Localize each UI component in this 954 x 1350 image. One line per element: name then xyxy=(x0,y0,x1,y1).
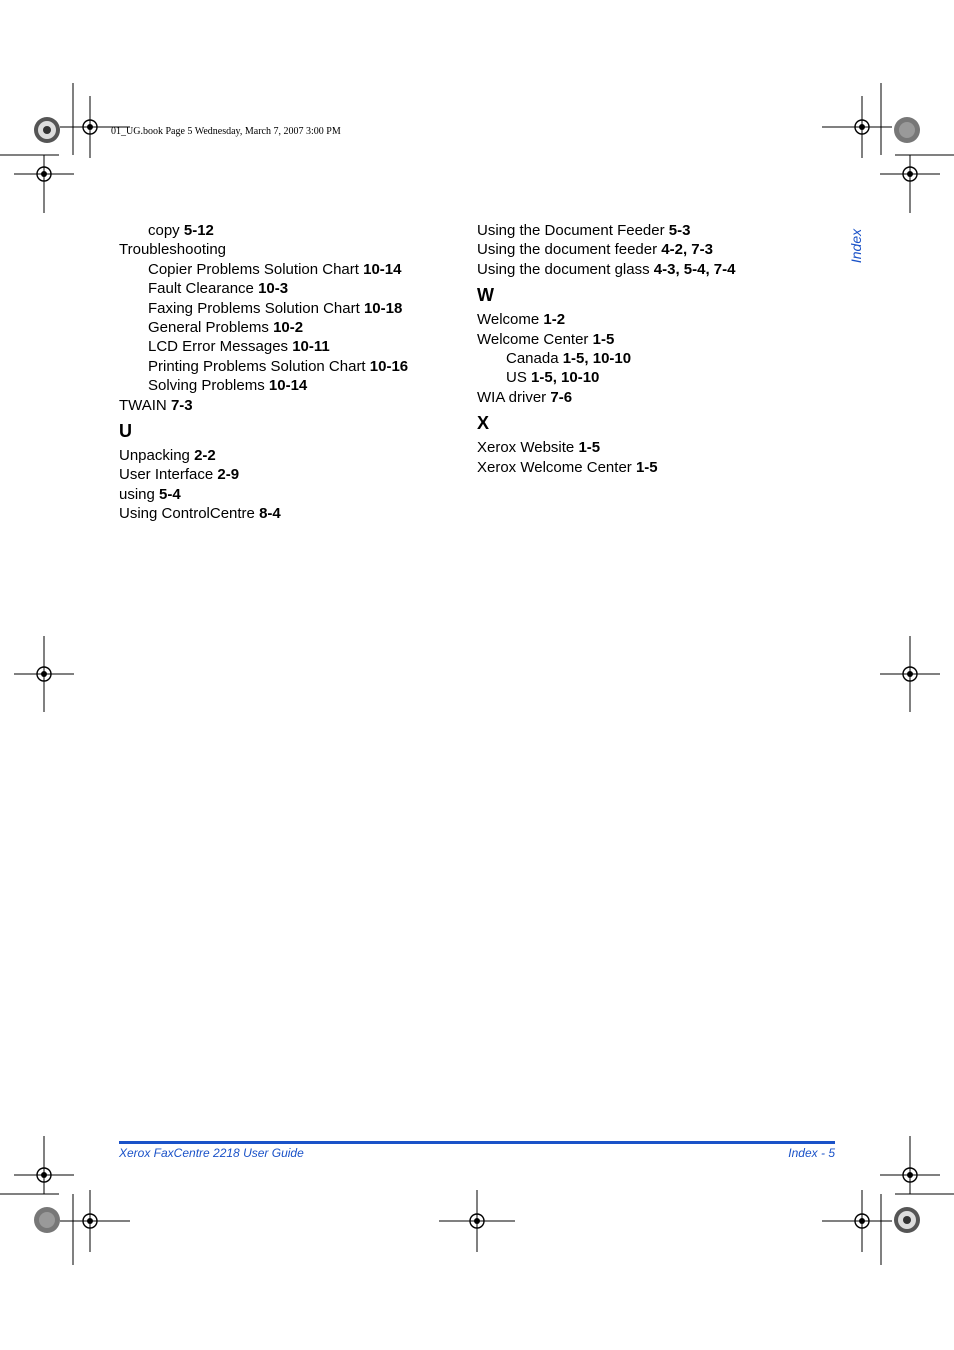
index-term: WIA driver xyxy=(477,388,547,406)
index-page-refs[interactable]: 7-3 xyxy=(170,396,193,414)
index-term: Copier Problems Solution Chart xyxy=(148,260,359,278)
index-page-refs[interactable]: 10-14 xyxy=(268,377,308,395)
index-page-refs[interactable]: 10-3 xyxy=(258,280,289,298)
index-column-left xyxy=(119,221,459,523)
index-term: Using the document feeder xyxy=(477,241,658,259)
index-term: LCD Error Messages xyxy=(148,338,289,356)
index-entry xyxy=(477,221,817,240)
index-term: copy xyxy=(148,222,180,239)
index-page-refs[interactable]: 10-14 xyxy=(363,260,402,278)
index-letter-heading: X xyxy=(477,413,490,434)
side-tab-index xyxy=(846,226,866,266)
index-page-refs[interactable]: 5-12 xyxy=(183,222,214,239)
index-entry xyxy=(119,485,459,504)
index-term: Fault Clearance xyxy=(148,280,254,298)
index-entry xyxy=(477,388,817,407)
index-term: Faxing Problems Solution Chart xyxy=(148,299,360,317)
index-entry xyxy=(119,446,459,465)
index-subentry xyxy=(119,221,459,240)
index-term: Welcome xyxy=(477,311,540,329)
index-page-refs[interactable]: 1-5, 10-10 xyxy=(562,349,632,367)
index-entry xyxy=(477,438,817,457)
print-slug: 01_UG.book Page 5 Wednesday, March 7, 2007 3:00 PM xyxy=(111,126,341,137)
index-term: Printing Problems Solution Chart xyxy=(148,357,366,375)
index-page-refs[interactable]: 5-4 xyxy=(159,485,181,503)
footer-book-title: Xerox FaxCentre 2218 User Guide xyxy=(119,1146,304,1160)
index-page-refs[interactable]: 7-6 xyxy=(550,388,573,406)
index-entry xyxy=(477,310,817,329)
index-subentry xyxy=(119,299,459,318)
index-entry xyxy=(477,330,817,349)
index-term: Canada xyxy=(506,349,559,367)
index-term: Welcome Center xyxy=(477,330,589,348)
index-page-refs[interactable]: 10-18 xyxy=(363,299,403,317)
index-subentry xyxy=(119,357,459,376)
index-term: User Interface xyxy=(119,466,214,484)
index-entry xyxy=(119,504,459,523)
index-page-refs[interactable]: 1-2 xyxy=(543,311,566,329)
index-term: TWAIN xyxy=(119,396,167,414)
index-page-refs[interactable]: 10-2 xyxy=(273,318,304,336)
footer-rule xyxy=(119,1141,835,1144)
index-subentry xyxy=(119,279,459,298)
index-subentry xyxy=(119,337,459,356)
index-subentry xyxy=(477,349,817,368)
index-page-refs[interactable]: 1-5, 10-10 xyxy=(531,369,600,387)
index-entry xyxy=(477,240,817,259)
index-term: Xerox Welcome Center xyxy=(477,458,632,476)
index-page-refs[interactable]: 2-9 xyxy=(217,466,240,484)
index-term: Solving Problems xyxy=(148,377,265,395)
index-entry xyxy=(119,240,459,259)
side-tab-label: Index xyxy=(848,228,864,264)
index-page-refs[interactable]: 2-2 xyxy=(194,446,216,464)
index-page-refs[interactable]: 10-16 xyxy=(369,357,409,375)
index-entry xyxy=(477,260,817,279)
index-subentry xyxy=(119,318,459,337)
index-term: Using the document glass xyxy=(477,260,650,278)
index-term: General Problems xyxy=(148,318,269,336)
index-term: Unpacking xyxy=(119,446,190,464)
index-letter-heading: W xyxy=(477,285,494,306)
index-column-right xyxy=(477,221,817,477)
index-term: Xerox Website xyxy=(477,439,575,457)
index-letter-heading: U xyxy=(119,420,132,441)
index-page-refs[interactable]: 1-5 xyxy=(578,439,601,457)
index-subentry xyxy=(119,376,459,395)
index-entry xyxy=(119,465,459,484)
index-entry xyxy=(477,458,817,477)
index-subentry xyxy=(119,260,459,279)
index-subentry xyxy=(477,368,817,387)
index-page-refs[interactable]: 1-5 xyxy=(592,330,615,348)
index-term: Troubleshooting xyxy=(119,241,227,259)
index-page-refs[interactable]: 4-2, 7-3 xyxy=(661,241,713,259)
index-term: US xyxy=(506,369,527,387)
footer-page-number: Index - 5 xyxy=(788,1146,835,1160)
index-entry xyxy=(119,396,459,415)
index-page-refs[interactable]: 8-4 xyxy=(259,505,281,523)
index-page-refs[interactable]: 4-3, 5-4, 7-4 xyxy=(653,260,736,278)
index-term: Using ControlCentre xyxy=(119,505,255,523)
index-page-refs[interactable]: 5-3 xyxy=(668,222,691,239)
index-page-refs[interactable]: 10-11 xyxy=(292,338,330,356)
index-page-refs[interactable]: 1-5 xyxy=(635,458,658,476)
index-term: using xyxy=(119,485,155,503)
index-term: Using the Document Feeder xyxy=(477,222,665,239)
